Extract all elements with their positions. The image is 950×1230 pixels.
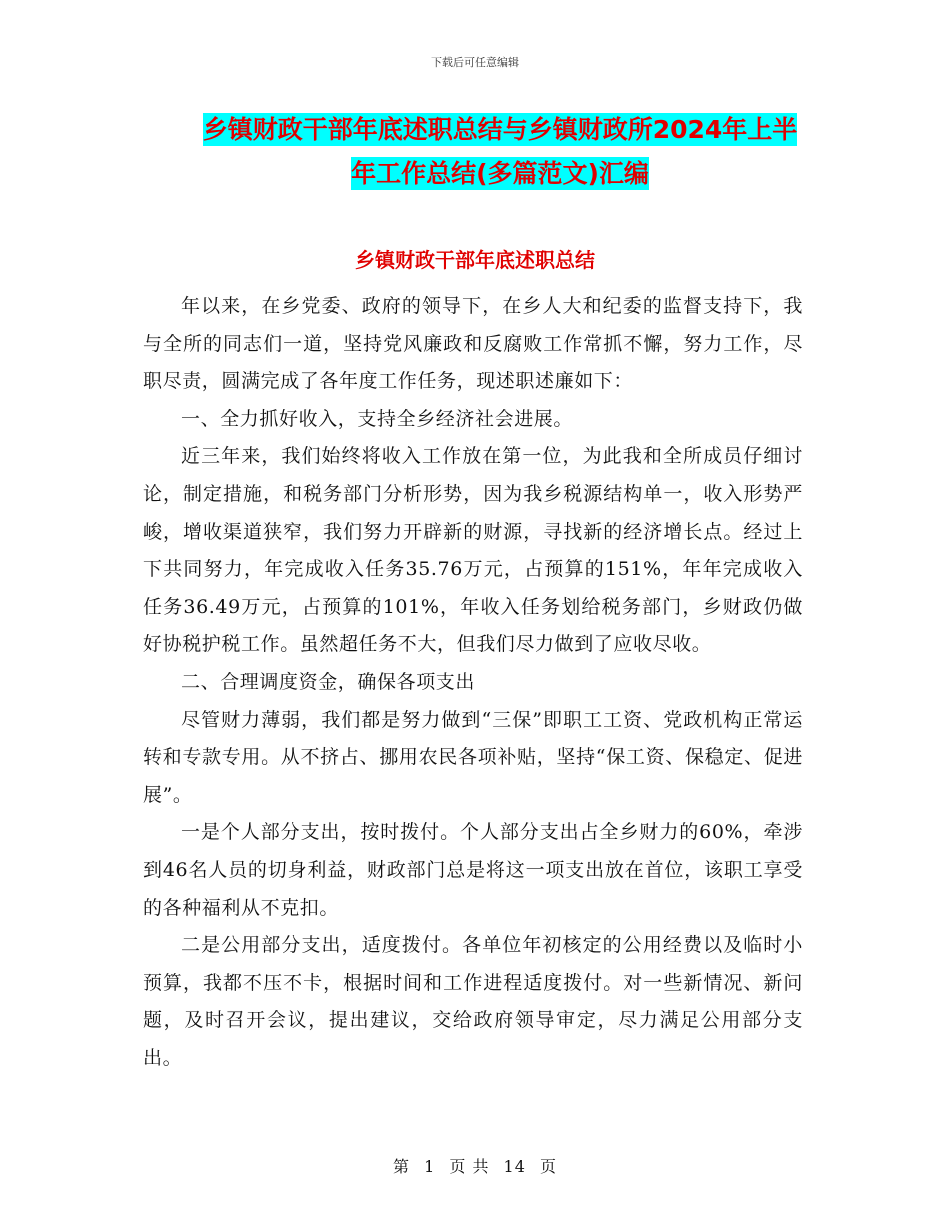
footer-prefix: 第 [392,1157,410,1176]
page-footer [0,1154,950,1177]
paragraph: 尽管财力薄弱，我们都是努力做到“三保”即职工工资、党政机构正常运转和专款专用。从不挤占、挪用农民各项补贴，坚持“保工资、保稳定、促进展”。 [143,708,803,806]
footer-total-pages: 14 [503,1157,526,1176]
document-title [140,108,860,196]
header-note: 下载后可任意编辑 [431,56,519,69]
paragraph: 一是个人部分支出，按时拨付。个人部分支出占全乡财力的60%，牵涉到46名人员的切身利益，财政部门总是将这一项支出放在首位，该职工享受的各种福利从不克扣。 [143,821,803,919]
title-line-1: 乡镇财政干部年底述职总结与乡镇财政所2024年上半 [202,115,798,144]
paragraph: 二、合理调度资金，确保各项支出 [181,670,476,693]
title-line-2: 年工作总结(多篇范文)汇编 [351,159,649,188]
paragraph: 二是公用部分支出，适度拨付。各单位年初核定的公用经费以及临时小预算，我都不压不卡，根据时间和工作进程适度拨付。对一些新情况、新问题，及时召开会议，提出建议，交给政府领导审定，尽力满足公用部分支出。 [143,934,803,1069]
body-text [143,288,803,1077]
footer-middle: 页 共 [449,1157,490,1176]
footer-suffix: 页 [540,1157,558,1176]
paragraph: 一、全力抓好收入，支持全乡经济社会进展。 [181,407,574,430]
paragraph: 近三年来，我们始终将收入工作放在第一位，为此我和全所成员仔细讨论，制定措施，和税务部门分析形势，因为我乡税源结构单一，收入形势严峻，增收渠道狭窄，我们努力开辟新的财源，寻找新的经济增长点。经过上下共同努力，年完成收入任务35.76万元，占预算的151%，年年完成收入任务36.49万元，占预算的101%，年收入任务划给税务部门，乡财政仍做好协税护税工作。虽然超任务不大，但我们尽力做到了应收尽收。 [143,445,803,656]
paragraph: 年以来，在乡党委、政府的领导下，在乡人大和纪委的监督支持下，我与全所的同志们一道，坚持党风廉政和反腐败工作常抓不懈，努力工作，尽职尽责，圆满完成了各年度工作任务，现述职述廉如下： [143,295,803,393]
section-title: 乡镇财政干部年底述职总结 [355,248,595,272]
footer-current-page: 1 [424,1157,436,1176]
